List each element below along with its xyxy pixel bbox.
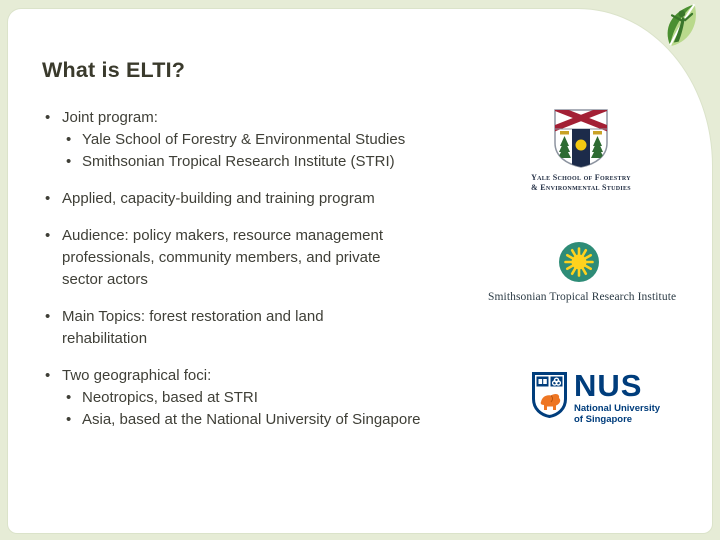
bullet-text: professionals, community members, and private bbox=[62, 249, 381, 266]
bullet-marker: • bbox=[45, 308, 51, 325]
bullet-text: Main Topics: forest restoration and land bbox=[62, 308, 324, 325]
bullet-text: Joint program: bbox=[62, 109, 158, 126]
yale-logo bbox=[516, 107, 646, 192]
bullet-marker: • bbox=[66, 131, 72, 148]
elti-leaf-person-icon bbox=[656, 2, 706, 50]
bullet-text: Neotropics, based at STRI bbox=[82, 389, 258, 406]
bullet-text: sector actors bbox=[62, 271, 148, 288]
sub-bullet-item bbox=[42, 129, 494, 151]
bullet-item bbox=[42, 188, 494, 210]
bullet-marker: • bbox=[45, 190, 51, 207]
bullet-item-wrap bbox=[42, 269, 494, 291]
nus-acronym: NUS bbox=[574, 368, 643, 403]
bullet-group bbox=[42, 365, 494, 431]
bullet-text: Yale School of Forestry & Environmental Studies bbox=[82, 131, 406, 148]
slide-title: What is ELTI? bbox=[42, 58, 186, 82]
bullet-group bbox=[42, 306, 494, 350]
stri-logo bbox=[488, 242, 677, 303]
bullet-item bbox=[42, 107, 494, 129]
bullet-text: Smithsonian Tropical Research Institute (STRI) bbox=[82, 153, 395, 170]
sub-bullet-item bbox=[42, 387, 494, 409]
bullet-item-wrap bbox=[42, 247, 494, 269]
bullet-item bbox=[42, 225, 494, 247]
bullet-item-wrap bbox=[42, 328, 494, 350]
nus-coat-of-arms-icon bbox=[531, 371, 568, 424]
nus-caption-line1: National University bbox=[574, 403, 661, 414]
bullet-marker: • bbox=[66, 153, 72, 170]
stri-caption: Smithsonian Tropical Research Institute bbox=[488, 291, 677, 303]
bullet-marker: • bbox=[45, 109, 51, 126]
bullet-item bbox=[42, 365, 494, 387]
yale-caption-line2: & Environmental Studies bbox=[531, 182, 631, 192]
bullet-text: rehabilitation bbox=[62, 330, 148, 347]
sub-bullet-item bbox=[42, 151, 494, 173]
bullet-marker: • bbox=[45, 227, 51, 244]
bullet-marker: • bbox=[66, 389, 72, 406]
bullet-group bbox=[42, 225, 494, 291]
nus-caption-line2: of Singapore bbox=[574, 414, 633, 425]
nus-logo bbox=[531, 368, 661, 425]
bullet-marker: • bbox=[45, 367, 51, 384]
bullet-text: Asia, based at the National University of Singapore bbox=[82, 411, 421, 428]
sub-bullet-item bbox=[42, 409, 494, 431]
smithsonian-sunburst-icon bbox=[559, 269, 599, 286]
bullet-marker: • bbox=[66, 411, 72, 428]
bullet-text: Two geographical foci: bbox=[62, 367, 212, 384]
bullet-group bbox=[42, 107, 494, 173]
yale-fes-crest-icon bbox=[552, 156, 610, 173]
bullet-group bbox=[42, 188, 494, 210]
bullet-item bbox=[42, 306, 494, 328]
bullet-list bbox=[42, 107, 494, 446]
bullet-text: Applied, capacity-building and training program bbox=[62, 190, 375, 207]
yale-caption-line1: Yale School of Forestry bbox=[531, 173, 631, 182]
bullet-text: Audience: policy makers, resource management bbox=[62, 227, 383, 244]
